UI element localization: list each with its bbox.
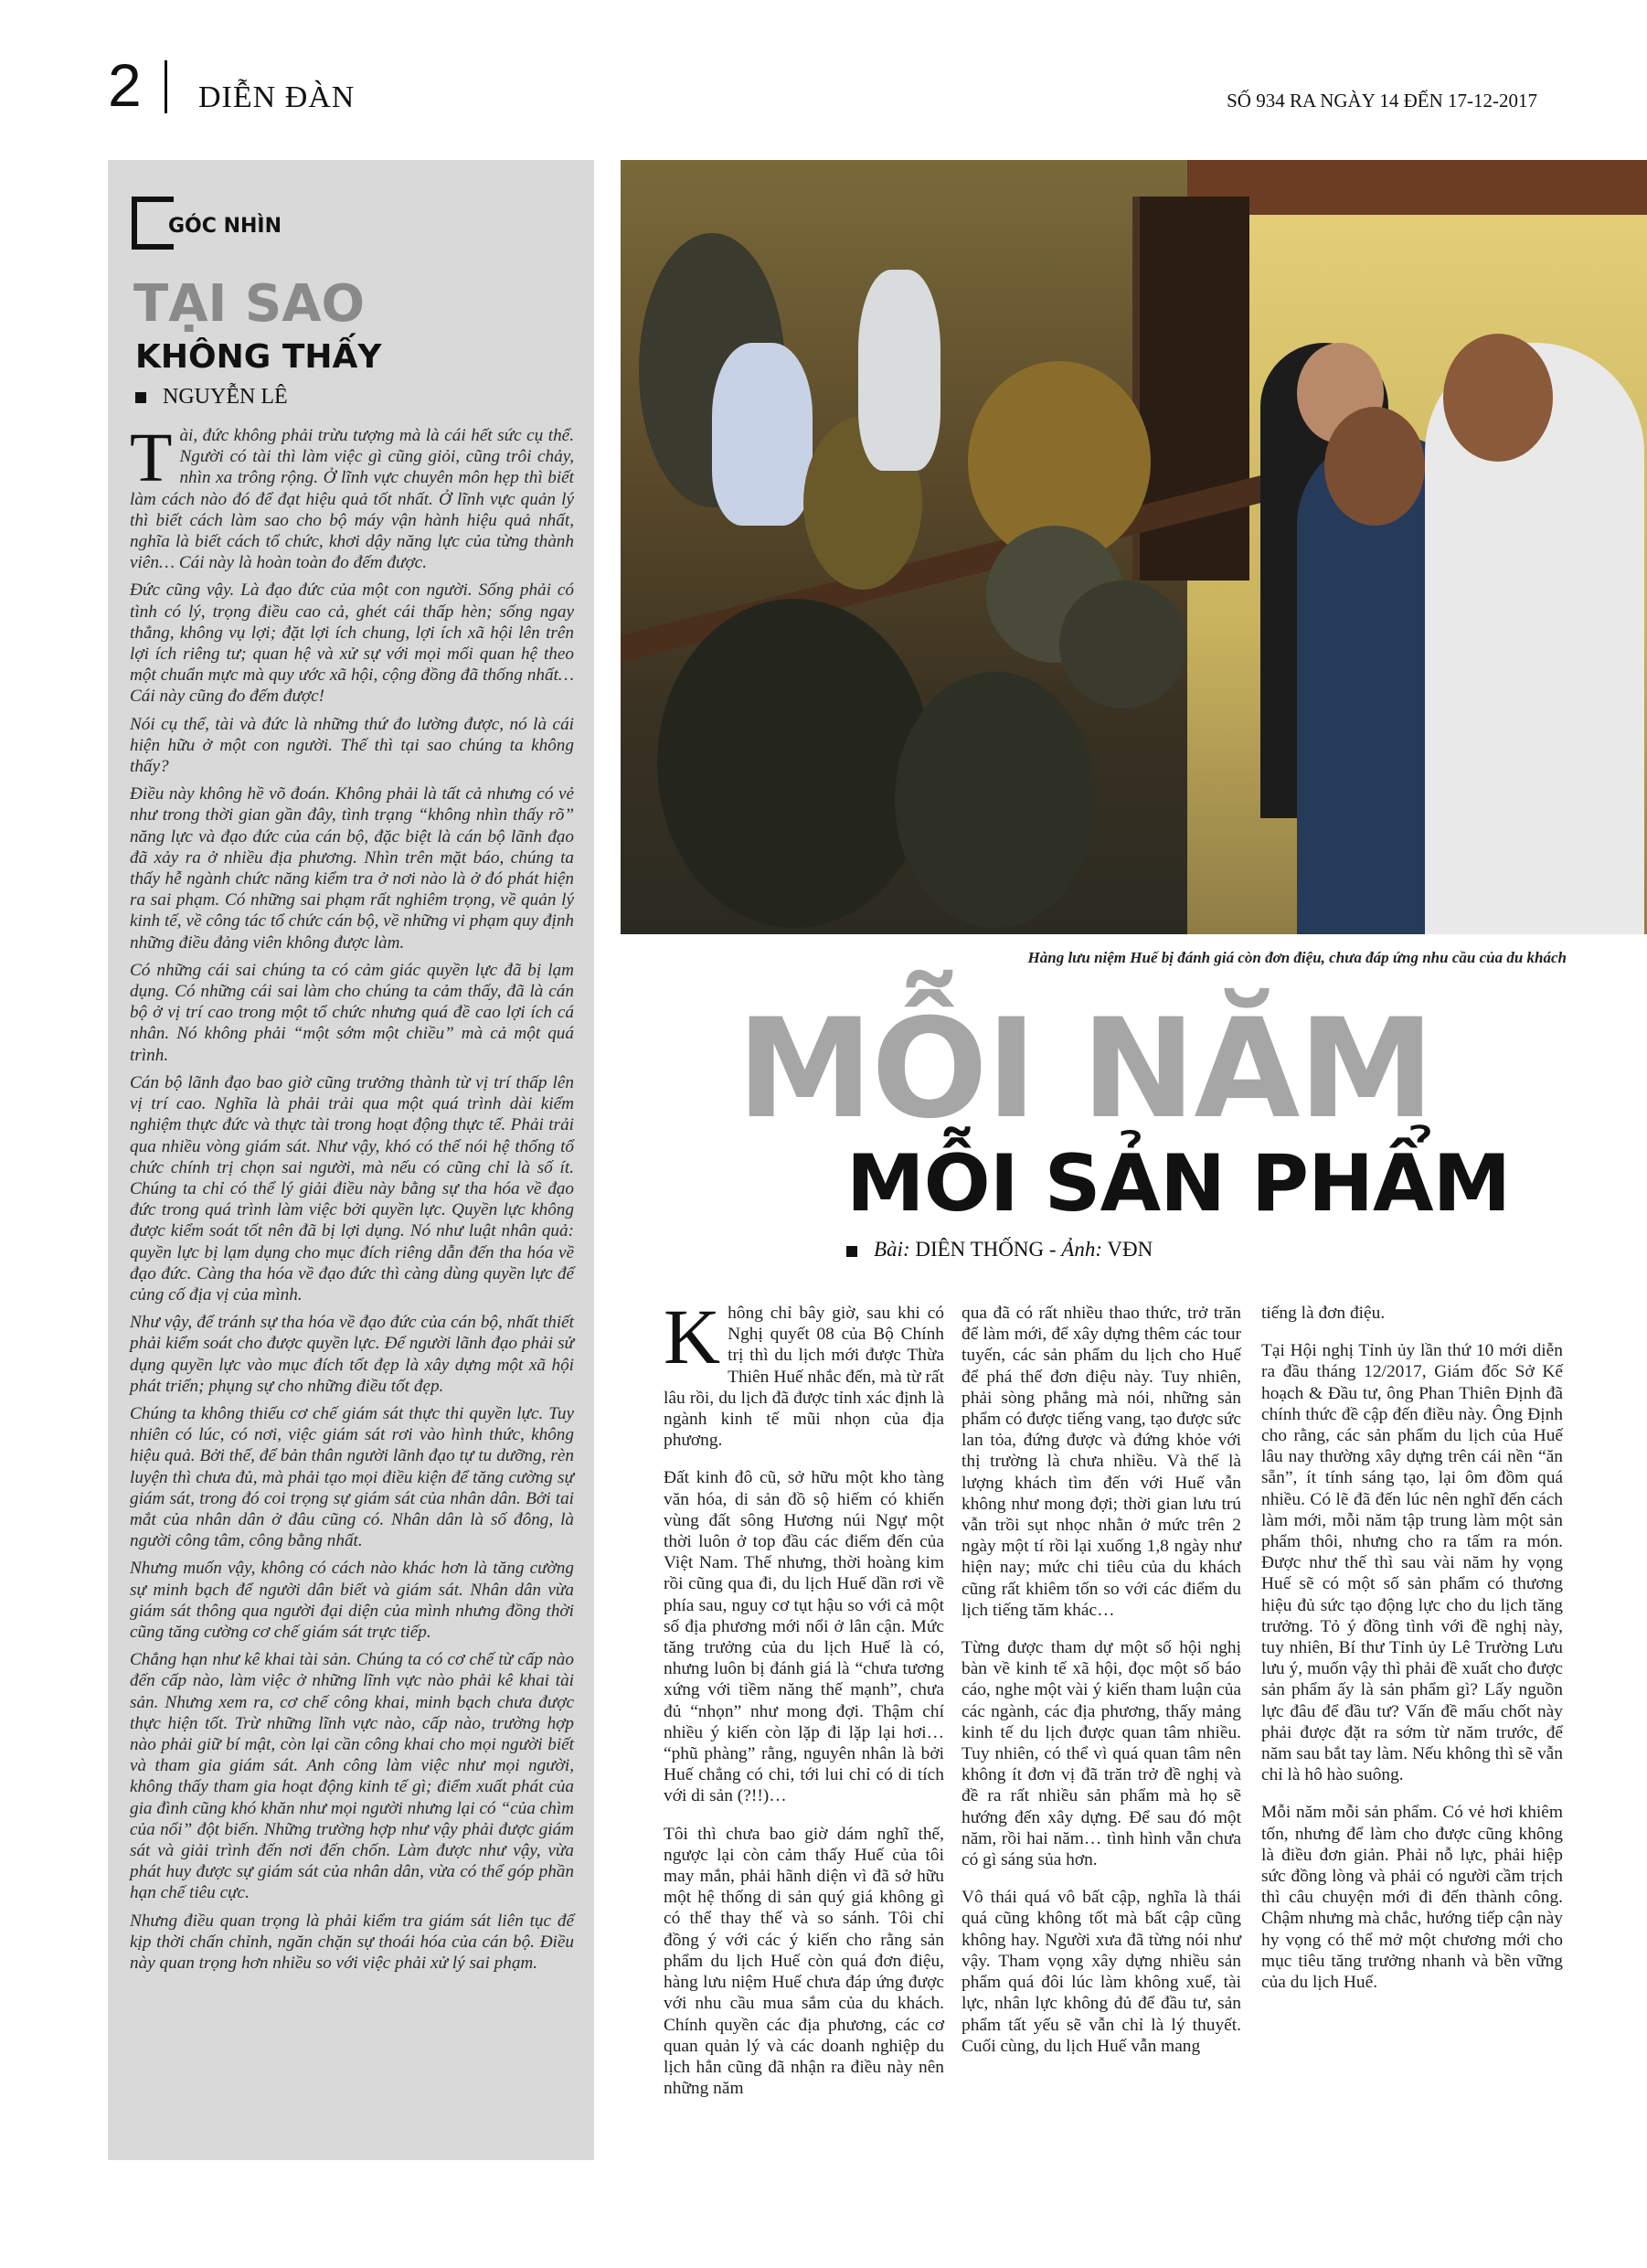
sidebar-paragraph: Như vậy, để tránh sự tha hóa về đạo đức của cán bộ, nhất thiết phải kiểm soát cho được quyền lực. Để người lãnh đạo phải sử dụng quyền lực vào mục đích tốt đẹp là xây dựng một xã hội phát triển; phụng sự cho những điều tốt đẹp. [130, 1313, 574, 1396]
sidebar-paragraph: Nói cụ thể, tài và đức là những thứ đo lường được, nó là cái hiện hữu ở một con người. Thế thì tại sao chúng ta không thấy? [130, 714, 574, 777]
sidebar-paragraph: Chẳng hạn như kê khai tài sản. Chúng ta có cơ chế từ cấp nào đến cấp nào, làm việc ở những lĩnh vực nào phải kê khai tài sản. Nhưng xem ra, cơ chế công khai, minh bạch chưa được thực hiện tốt. Trừ những lĩnh vực nào, cấp nào, trường hợp nào phải giữ bí mật, còn lại cần công khai cho mọi người biết và tham gia giám sát. Anh công làm việc như mọi người, không thấy tham gia hoạt động kinh tế gì; điểm xuất phát của gia đình cũng khó khăn như mọi người nhưng lại có “của chìm của nổi” đột biến. Những trường hợp như vậy phải được giám sát và giải trình đến nơi đến chốn. Làm được như vậy, vừa phát huy được sự giám sát của nhân dân, vừa có thể góp phần hạn chế tiêu cực. [130, 1650, 574, 1903]
article-paragraph [664, 1293, 944, 1451]
sidebar-paragraph: Nhưng muốn vậy, không có cách nào khác hơn là tăng cường sự minh bạch để người dân biết và giám sát. Nhân dân vừa giám sát thông qua người đại diện của mình nhưng đồng thời cũng tăng cường cơ chế giám sát trực tiếp. [130, 1559, 574, 1642]
sidebar-paragraph [130, 420, 574, 573]
byline-photo-prefix: - Ảnh: [1048, 1238, 1102, 1261]
article-paragraph: Tại Hội nghị Tỉnh ủy lần thứ 10 mới diễn ra đầu tháng 12/2017, Giám đốc Sở Kế hoạch & Đầu tư, ông Phan Thiên Định đã chính thức đề cập đến điều này. Ông Định cho rằng, các sản phẩm du lịch của Huế lâu nay thường xây dựng trên cái nền “ăn sẵn”, ít tính sáng tạo, lại ôm đồm quá nhiều. Có lẽ đã đến lúc nên nghĩ đến cách làm mới, mỗi năm tập trung làm một sản phẩm thôi, nhưng cho ra tấm ra món. Được như thế thì sau vài năm hy vọng Huế sẽ có một số sản phẩm có thương hiệu đủ sức tạo động lực cho du lịch tăng trưởng. Tỏ ý đồng tình với đề nghị này, tuy nhiên, Bí thư Tỉnh ủy Lê Trường Lưu lưu ý, muốn vậy thì phải đề xuất cho được sản phẩm ấy là sản phẩm gì? Lấy nguồn lực đâu để đầu tư? Vấn đề mấu chốt này phải được đặt ra sớm từ năm trước, để năm sau bắt tay làm. Nếu không thì sẽ vẫn chỉ là hô hào suông. [1261, 1341, 1563, 1785]
header-divider [165, 60, 167, 113]
article-paragraph: Mỗi năm mỗi sản phẩm. Có vẻ hơi khiêm tốn, nhưng để làm cho được cũng không là điều đơn giản. Phải nỗ lực, phải hiệp sức đồng lòng và phải có người cầm trịch thì câu chuyện mới đi đến thành công. Chậm nhưng mà chắc, hướng tiếp cận này hy vọng có thể mở một chương mới cho mục tiêu tăng trưởng nhanh và bền vững của du lịch Huế. [1261, 1803, 1563, 1993]
article-paragraph: Từng được tham dự một số hội nghị bàn về kinh tế xã hội, đọc một số báo cáo, nghe một vài ý kiến tham luận của các ngành, các địa phương, thấy mảng kinh tế du lịch được quan tâm nhiều. Tuy nhiên, có thể vì quá quan tâm nên không ít đơn vị đã trăn trở đề nghị và đề ra rất nhiều sản phẩm mà họ sẽ hướng đến xây dựng. Để sau đó một năm, rồi hai năm… tình hình vẫn chưa có gì sáng sủa hơn. [962, 1638, 1241, 1870]
sidebar-paragraph: Nhưng điều quan trọng là phải kiểm tra giám sát liên tục để kịp thời chấn chỉnh, ngăn chặn sự thoái hóa của cán bộ. Điều này quan trọng hơn nhiều so với việc phải xử lý sai phạm. [130, 1911, 574, 1974]
article-column-3 [1261, 1303, 1563, 2009]
article-dropcap: K [664, 1293, 721, 1380]
sidebar-paragraph-text: ài, đức không phải trừu tượng mà là cái hết sức cụ thể. Người có tài thì làm việc gì cũng giỏi, cũng trôi chảy, nhìn xa trông rộng. Ở lĩnh vực chuyên môn hẹp thì biết làm cách nào đó để đạt hiệu quả tốt nhất. Ở lĩnh vực quản lý thì biết cách làm sao cho bộ máy vận hành hiệu quả nhất, nghĩa là biết cách tổ chức, khơi dậy năng lực của từng thành viên… Cái này là hoàn toàn đo đếm được. [130, 426, 574, 573]
sidebar-title-line1: TẠI SAO [133, 274, 366, 334]
photo-caption: Hàng lưu niệm Huế bị đánh giá còn đơn điệu, chưa đáp ứng nhu cầu của du khách [1027, 949, 1567, 966]
byline-author: DIÊN THỐNG [915, 1238, 1045, 1261]
article-paragraph: tiếng là đơn điệu. [1261, 1304, 1386, 1323]
sidebar-paragraph: Điều này không hề võ đoán. Không phải là tất cả nhưng có vẻ như trong thời gian gần đây, tình trạng “không nhìn thấy rõ” năng lực và đạo đức của cán bộ, đặc biệt là cán bộ lãnh đạo đã xảy ra ở nhiều địa phương. Nhìn trên mặt báo, chúng ta thấy hễ ngành chức năng kiểm tra ở nơi nào là ở đó phát hiện ra sai phạm. Có những sai phạm rất nghiêm trọng, về quản lý kinh tế, về công tác tổ chức cán bộ, về những vi phạm quy định những điều đảng viên không được làm. [130, 784, 574, 953]
sidebar-body [130, 420, 574, 1980]
sidebar-label: GÓC NHÌN [168, 215, 282, 238]
article-paragraph: Đất kinh đô cũ, sở hữu một kho tàng văn hóa, di sản đồ sộ hiếm có khiến vùng đất sông Hương núi Ngự một thời luôn ở top đầu các điểm đến của Việt Nam. Thế nhưng, thời hoàng kim rồi cũng qua đi, du lịch Huế dần rơi về phía sau, nguy cơ tụt hậu so với cả một số địa phương mới nổi ở lân cận. Mức tăng trưởng của du lịch Huế là có, nhưng luôn bị đánh giá là “chưa tương xứng với tiềm năng thế mạnh”, chưa đủ “nhọn” như mong đợi. Thậm chí nhiều ý kiến còn lặp đi lặp lại hơi… “phũ phàng” rằng, nguyên nhân là bởi Huế chẳng có chi, tới lui chỉ có di tích với di sản (?!!)… [664, 1468, 944, 1806]
sidebar-author [135, 385, 288, 410]
article-title-line2: MỖI SẢN PHẨM [846, 1138, 1511, 1230]
article-column-2 [962, 1303, 1241, 2073]
sidebar-paragraph: Cán bộ lãnh đạo bao giờ cũng trưởng thành từ vị trí thấp lên vị trí cao. Nghĩa là phải trải qua một quá trình dài kiểm nghiệm thực đức và thực tài trong hoạt động thực tế. Phải trải qua nhiều vòng giám sát. Như vậy, khó có thể nói hệ thống tổ chức chính trị chọn sai người, mà nếu có cũng chỉ là số ít. Chúng ta chỉ có thể lý giải điều này bằng sự tha hóa về đạo đức trong quá trình làm việc bởi quyền lực. Quyền lực không được kiểm soát tốt nên đã bị lợi dụng. Nó như luật nhân quả: quyền lực bị lạm dụng cho mục đích riêng dẫn đến tha hóa về đạo đức. Càng tha hóa về đạo đức thì càng dùng quyền lực để củng cố địa vị của mình. [130, 1072, 574, 1304]
article-byline [846, 1238, 1153, 1262]
sidebar-paragraph: Có những cái sai chúng ta có cảm giác quyền lực đã bị lạm dụng. Có những cái sai làm cho chúng ta cảm thấy, đã là cán bộ ở vị trí cao trong một tổ chức nhưng quá đề cao lợi ích cá nhân. Nó không phải “một sớm một chiều” mà cả một quá trình. [130, 960, 574, 1065]
sidebar-title-line2: KHÔNG THẤY [135, 338, 382, 376]
sidebar-author-name: NGUYỄN LÊ [163, 385, 288, 409]
sidebar-paragraph: Chúng ta không thiếu cơ chế giám sát thực thi quyền lực. Tuy nhiên có lúc, có nơi, việc giám sát rơi vào hình thức, không hiệu quả. Bởi thế, để bản thân người lãnh đạo tự tu dưỡng, rèn luyện thì chưa đủ, mà phải tạo mọi điều kiện để tăng cường sự giám sát, trong đó coi trọng sự giám sát của nhân dân. Bởi tai mắt của nhân dân ở đâu cũng có. Nhân dân là số đông, là người công tâm, công bằng nhất. [130, 1403, 574, 1551]
page-number: 2 [108, 51, 142, 119]
article-paragraph: Vô thái quá vô bất cập, nghĩa là thái quá cũng không tốt mà bất cập cũng không hay. Người xưa đã từng nói như vậy. Tham vọng xây dựng nhiều sản phẩm quá đôi lúc làm không xuể, tài lực, nhân lực không đủ để đầu tư, sản phẩm tất yếu sẽ vẫn chỉ là lý thuyết. Cuối cùng, du lịch Huế vẫn mang [962, 1888, 1241, 2056]
issue-info: SỐ 934 RA NGÀY 14 ĐẾN 17-12-2017 [1227, 90, 1537, 112]
square-bullet-icon [846, 1246, 857, 1257]
sidebar-dropcap: T [130, 420, 173, 496]
square-bullet-icon [135, 392, 146, 403]
article-paragraph: qua đã có rất nhiều thao thức, trở trăn để làm mới, để xây dựng thêm các tour tuyến, các sản phẩm du lịch cho Huế để phá thế đơn điệu này. Tuy nhiên, phải sòng phẳng mà nói, những sản phẩm có được tiếng vang, tạo được sức lan tỏa, đứng được và đứng khỏe với thị trường là chưa nhiều. Và thế là lượng khách tìm đến với Huế vẫn không như mong đợi; thời gian lưu trú vẫn trồi sụt nhọc nhằn ở mức trên 2 ngày một tí rồi lại xuống 1,8 ngày như hiện nay; mức chi tiêu của du khách cũng rất khiêm tốn so với các điểm du lịch tiếng tăm khác… [962, 1304, 1241, 1620]
byline-prefix: Bài: [874, 1238, 910, 1261]
article-paragraph: Tôi thì chưa bao giờ dám nghĩ thế, ngược lại còn cảm thấy Huế của tôi may mắn, phải hãnh diện vì đã sở hữu một hệ thống di sản quý giá không gì có thể thay thế và so sánh. Tôi chỉ đồng ý với các ý kiến cho rằng sản phẩm du lịch Huế còn quá đơn điệu, hàng lưu niệm Huế chưa đáp ứng được với nhu cầu mua sắm của du khách. Chính quyền các địa phương, các cơ quan quản lý và các doanh nghiệp du lịch hẳn cũng đã nhận ra điều này nên những năm [664, 1824, 944, 2099]
byline-photographer: VĐN [1107, 1238, 1153, 1261]
sidebar-paragraph: Đức cũng vậy. Là đạo đức của một con người. Sống phải có tình có lý, trọng điều cao cả, ghét cái thấp hèn; sống ngay thẳng, không vụ lợi; đặt lợi ích chung, lợi ích xã hội lên trên lợi ích riêng tư; quan hệ và xử sự với mọi mối quan hệ theo một chuẩn mực mà quy ước xã hội, cộng đồng đã thống nhất… Cái này cũng đo đếm được! [130, 580, 574, 707]
article-column-1 [664, 1293, 944, 2115]
section-title: DIỄN ĐÀN [198, 80, 356, 114]
article-title-line1: MỖI NĂM [737, 990, 1433, 1149]
article-paragraph-text: hông chỉ bây giờ, sau khi có Nghị quyết 08 của Bộ Chính trị thì du lịch mới được Thừa Thiên Huế nhắc đến, mà từ rất lâu rồi, du lịch đã được tỉnh xác định là ngành kinh tế mũi nhọn của địa phương. [664, 1304, 944, 1451]
sidebar-goc-nhin [108, 160, 594, 2160]
article-photo [621, 160, 1647, 934]
